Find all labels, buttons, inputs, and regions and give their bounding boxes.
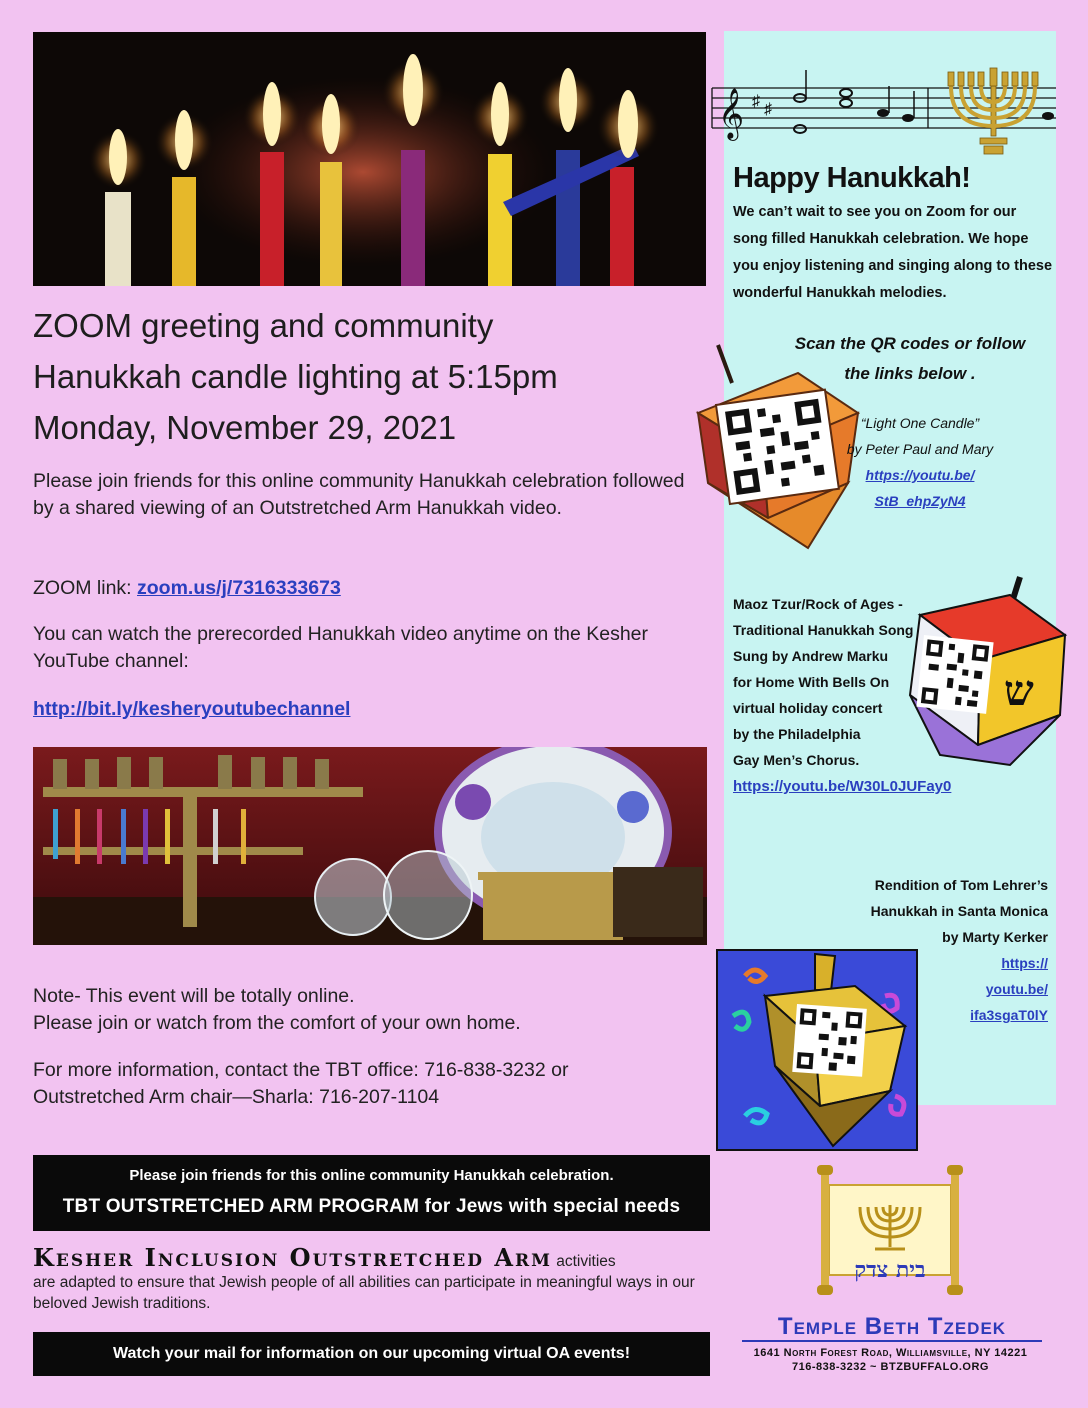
music-staff-illustration bbox=[708, 66, 1060, 156]
watch-paragraph: You can watch the prerecorded Hanukkah video anytime on the Kesher YouTube channel: bbox=[33, 623, 649, 672]
song-1-link-part-2[interactable]: StB_ehpZyN4 bbox=[874, 493, 966, 509]
zoom-link[interactable]: zoom.us/j/7316333673 bbox=[137, 577, 341, 599]
temple-address: 1641 North Forest Road, Williamsville, NY 14221 bbox=[753, 1347, 1028, 1359]
song-3-line: Hanukkah in Santa Monica bbox=[870, 903, 1048, 919]
temple-divider bbox=[742, 1340, 1042, 1342]
contact-line-1: For more information, contact the TBT office: 716-838-3232 or bbox=[33, 1059, 569, 1081]
song-3-link-part-3[interactable]: ifa3sgaT0lY bbox=[970, 1007, 1048, 1023]
song-1-artist: by Peter Paul and Mary bbox=[846, 441, 994, 457]
kesher-youtube-link[interactable]: http://bit.ly/kesheryoutubechannel bbox=[33, 698, 351, 720]
event-headline bbox=[33, 300, 713, 453]
kesher-inclusion-title: Kesher Inclusion Outstretched Arm bbox=[33, 1243, 552, 1272]
kesher-inline-text: activities bbox=[551, 1253, 616, 1270]
program-banner bbox=[33, 1155, 710, 1231]
svg-text:♯: ♯ bbox=[752, 93, 760, 110]
banner-line-2: TBT OUTSTRETCHED ARM PROGRAM for Jews with special needs bbox=[62, 1196, 681, 1217]
kesher-description: are adapted to ensure that Jewish people of all abilities can participate in meaningful ways in our beloved Jewish traditions. bbox=[33, 1274, 695, 1312]
contact-line-2: Outstretched Arm chair—Sharla: 716-207-1104 bbox=[33, 1086, 440, 1108]
candle-photo bbox=[33, 32, 706, 286]
note-line-1: Note- This event will be totally online. bbox=[33, 985, 355, 1007]
song-2-line: virtual holiday concert bbox=[733, 700, 883, 716]
join-paragraph: Please join friends for this online community Hanukkah celebration followed by a shared viewing of an Outstretched Arm Hanukkah video. bbox=[33, 470, 685, 519]
headline-line-3: Monday, November 29, 2021 bbox=[33, 409, 457, 446]
dreidel-qr-3[interactable] bbox=[715, 946, 920, 1153]
svg-text:𝄞: 𝄞 bbox=[718, 88, 745, 139]
song-3-line: by Marty Kerker bbox=[942, 929, 1048, 945]
song-2-line: Gay Men’s Chorus. bbox=[733, 752, 860, 768]
temple-name: Temple Beth Tzedek bbox=[777, 1313, 1007, 1340]
dreidel-qr-2[interactable] bbox=[900, 575, 1070, 775]
banner-line-1: Please join friends for this online community Hanukkah celebration. bbox=[129, 1167, 614, 1184]
svg-text:ש: ש bbox=[1004, 666, 1034, 715]
song-3-line: Rendition of Tom Lehrer’s bbox=[874, 877, 1048, 893]
song-3-link-part-2[interactable]: youtu.be/ bbox=[985, 981, 1048, 997]
headline-line-2: Hanukkah candle lighting at 5:15pm bbox=[33, 358, 558, 395]
song-2-line: Traditional Hanukkah Song bbox=[733, 622, 914, 638]
svg-text:♯: ♯ bbox=[764, 101, 772, 118]
song-2-line: for Home With Bells On bbox=[733, 674, 890, 690]
song-1-link-part-1[interactable]: https://youtu.be/ bbox=[865, 467, 975, 483]
song-1-info bbox=[820, 410, 1020, 514]
song-2-line: Maoz Tzur/Rock of Ages - bbox=[733, 596, 903, 612]
temple-contact: 716-838-3232 ~ BTZBUFFALO.ORG bbox=[792, 1361, 989, 1373]
song-2-link[interactable]: https://youtu.be/W30L0JUFay0 bbox=[733, 778, 952, 795]
scan-line-2: the links below . bbox=[844, 364, 976, 383]
upcoming-events-banner: Watch your mail for information on our upcoming virtual OA events! bbox=[33, 1332, 710, 1376]
scan-line-1: Scan the QR codes or follow bbox=[794, 334, 1026, 353]
song-1-title: “Light One Candle” bbox=[860, 415, 980, 431]
menorah-collection-photo bbox=[33, 747, 707, 945]
headline-line-1: ZOOM greeting and community bbox=[33, 307, 494, 344]
sidebar-intro: We can’t wait to see you on Zoom for our song filled Hanukkah celebration. We hope you enjoy listening and singing along to these wonderful Hanukkah melodies. bbox=[733, 204, 1053, 301]
kesher-inclusion-block bbox=[33, 1243, 713, 1314]
zoom-link-line bbox=[33, 575, 703, 602]
note-paragraph bbox=[33, 983, 703, 1037]
sidebar-title: Happy Hanukkah! bbox=[733, 162, 971, 194]
zoom-link-label: ZOOM link: bbox=[33, 577, 138, 599]
temple-hebrew-name: בית צדק bbox=[854, 1257, 926, 1283]
contact-info-paragraph bbox=[33, 1057, 703, 1111]
torah-scroll-logo bbox=[815, 1165, 965, 1295]
note-line-2: Please join or watch from the comfort of your own home. bbox=[33, 1012, 521, 1034]
song-2-info bbox=[733, 591, 952, 800]
song-3-link-part-1[interactable]: https:// bbox=[1001, 955, 1048, 971]
song-2-line: by the Philadelphia bbox=[733, 726, 861, 742]
kesher-youtube-line bbox=[33, 696, 703, 723]
song-2-line: Sung by Andrew Marku bbox=[733, 648, 889, 664]
